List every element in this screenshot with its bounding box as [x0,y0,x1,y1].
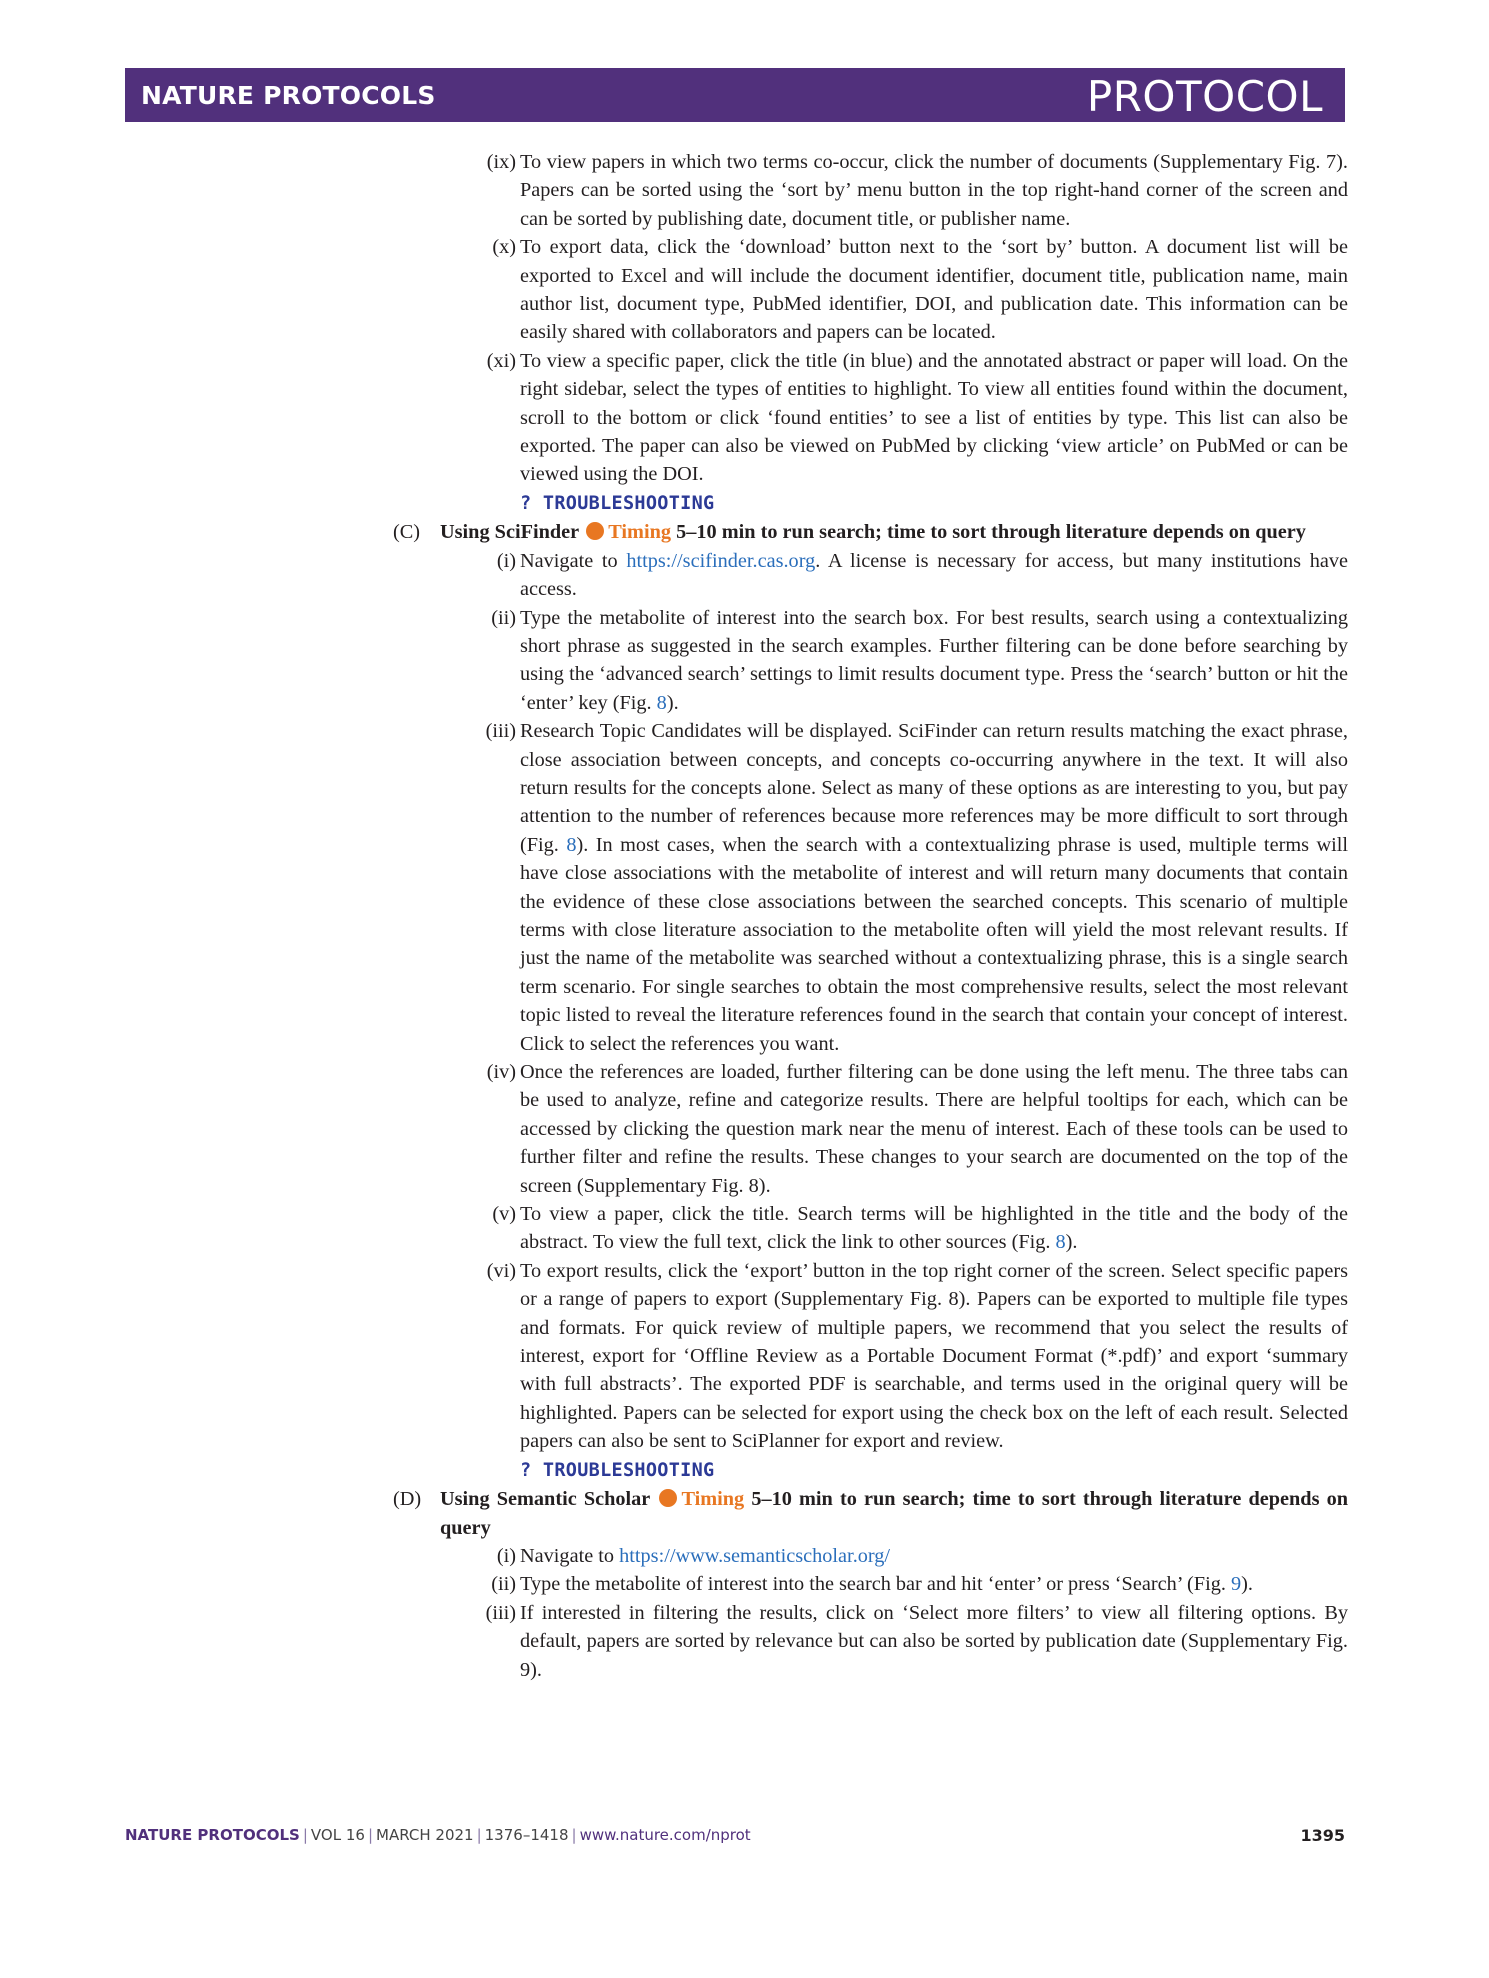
figure-link[interactable]: 8 [1055,1231,1066,1254]
item-number: (x) [492,236,516,259]
troubleshooting-link[interactable] [440,1456,1348,1485]
list-item [440,1570,1348,1598]
item-text: ). [666,691,679,714]
footer-journal: NATURE PROTOCOLS [125,1826,300,1844]
timing-text: 5–10 min to run search; time to sort through literature depends on query [676,521,1306,544]
footer-separator: | [571,1826,577,1844]
item-number: (v) [492,1203,516,1226]
timing-dot-icon [659,1489,677,1507]
footer-volume: VOL 16 [310,1826,365,1844]
item-number: (iii) [485,720,516,743]
item-text: Navigate to [520,549,627,572]
item-text: To view papers in which two terms co-occur, click the number of documents (Supplementary Fig. 7). Papers can be sorted using the ‘sort by’ menu button in the top right-hand corner of the screen and can be sorted by publishing date, document title, or publisher name. [520,151,1348,230]
item-text: Type the metabolite of interest into the search box. For best results, search using a contextualizing short phrase as suggested in the search examples. Further filtering can be done before searching by using the ‘advanced search’ settings to limit results document type. Press the ‘search’ button or hit the ‘enter’ key (Fig. [520,606,1348,714]
item-text: To view a paper, click the title. Search terms will be highlighted in the title and the body of the abstract. To view the full text, click the link to other sources (Fig. [520,1203,1348,1254]
timing-label: Timing [608,521,671,544]
timing-dot-icon [586,522,604,540]
troubleshooting-label[interactable]: ? TROUBLESHOOTING [520,492,715,514]
section-d-heading [393,1485,1348,1542]
item-text: Navigate to [520,1544,620,1567]
item-number: (iii) [485,1601,516,1624]
section-number: (C) [393,521,421,544]
item-text: . A license is necessary for access, but many institutions have access. [520,549,1348,601]
figure-link[interactable]: 9 [1230,1573,1242,1596]
section-c-heading [393,518,1348,546]
item-text: To export data, click the ‘download’ button next to the ‘sort by’ button. A document list will be exported to Excel and will include the document identifier, document title, publication name, main author list, document type, PubMed identifier, DOI, and publication date. This information can be easily shared with collaborators and papers can be located. [520,236,1348,344]
section-title: Using SciFinder [440,521,580,544]
item-number: (ii) [491,606,516,629]
footer-separator: | [302,1826,308,1844]
list-item [440,1058,1348,1200]
troubleshooting-link[interactable] [440,489,1348,518]
timing-label: Timing [681,1488,745,1511]
item-number: (iv) [486,1061,516,1083]
item-number: (i) [496,1544,516,1567]
footer-separator: | [476,1826,482,1844]
journal-name: NATURE PROTOCOLS [141,81,436,110]
item-text: Research Topic Candidates will be displayed. SciFinder can return results matching the exact phrase, close association between concepts, and concepts co-occurring anywhere in the text. It will also return results for the concepts alone. Select as many of these options as are interesting to you, but pay attention to the number of references because more references may be more difficult to sort through (Fig. [520,720,1348,856]
footer-pages: 1376–1418 [484,1826,569,1844]
item-number: (xi) [486,349,516,372]
list-item [440,1257,1348,1456]
footer-date: MARCH 2021 [376,1826,474,1844]
item-number: (vi) [486,1259,516,1282]
list-item [440,1200,1348,1257]
list-item [440,233,1348,347]
page-footer [125,1826,1345,1850]
journal-header-bar [125,68,1345,122]
section-number: (D) [393,1488,422,1511]
list-item [440,547,1348,604]
item-number: (i) [496,549,516,572]
footer-url-link[interactable]: www.nature.com/nprot [579,1826,751,1844]
list-item [440,1542,1348,1570]
item-number: (ii) [491,1573,516,1596]
list-item [440,717,1348,1058]
section-title: Using Semantic Scholar [440,1488,651,1511]
item-text: Type the metabolite of interest into the search bar and hit ‘enter’ or press ‘Search’ (Fig. [520,1573,1231,1596]
item-number: (ix) [486,151,516,173]
figure-link[interactable]: 8 [656,691,667,714]
timing-text: 5–10 min to run search; time to sort through literature depends on query [440,1488,1349,1539]
list-item [440,148,1348,233]
list-item [440,604,1348,718]
item-text: To view a specific paper, click the title (in blue) and the annotated abstract or paper will load. On the right sidebar, select the types of entities to highlight. To view all entities found within the document, scroll to the bottom or click ‘found entities’ to see a list of entities by type. This list can also be exported. The paper can also be viewed on PubMed by clicking ‘view article’ on PubMed or can be viewed using the DOI. [520,349,1348,486]
item-text: ). [1241,1573,1253,1596]
troubleshooting-label[interactable]: ? TROUBLESHOOTING [520,1459,715,1481]
item-text: If interested in filtering the results, click on ‘Select more filters’ to view all filtering options. By default, papers are sorted by relevance but can also be sorted by publication date (Supplementary Fig. 9). [520,1601,1348,1681]
item-text: ). [1065,1231,1078,1254]
semanticscholar-link[interactable]: https://www.semanticscholar.org/ [619,1544,891,1567]
footer-separator: | [367,1826,373,1844]
list-item [440,347,1348,489]
item-text: To export results, click the ‘export’ button in the top right corner of the screen. Select specific papers or a range of papers to export (Supplementary Fig. 8). Papers can be exported to multiple file types and formats. For quick review of multiple papers, we recommend that you select the results of interest, export for ‘Offline Review as a Portable Document Format (*.pdf)’ and export ‘summary with full abstracts’. The exported PDF is searchable, and terms used in the original query will be highlighted. Papers can be selected for export using the check box on the left of each result. Selected papers can also be sent to SciPlanner for export and review. [520,1259,1348,1453]
figure-link[interactable]: 8 [566,833,577,856]
item-text: ). In most cases, when the search with a contextualizing phrase is used, multiple terms will have close associations with the metabolite of interest and will return many documents that contain the evidence of these close associations between the searched concepts. This scenario of multiple terms with close literature association to the metabolite often will yield the most relevant results. If just the name of the metabolite was searched without a contextualizing phrase, this is a single search term scenario. For single searches to obtain the most comprehensive results, select the most relevant topic listed to reveal the literature references found in the search that contain your concept of interest. Click to select the references you want. [520,833,1349,1055]
scifinder-link[interactable]: https://scifinder.cas.org [626,549,816,572]
protocol-body [393,148,1349,1684]
article-type: PROTOCOL [1086,72,1323,121]
list-item [440,1599,1348,1684]
page-number: 1395 [1300,1826,1345,1845]
item-text: Once the references are loaded, further filtering can be done using the left menu. The three tabs can be used to analyze, refine and categorize results. There are helpful tooltips for each, which can be accessed by clicking the question mark near the menu of interest. Each of these tools can be used to further filter and refine the results. These changes to your search are documented on the top of the screen (Supplementary Fig. 8). [520,1061,1348,1197]
